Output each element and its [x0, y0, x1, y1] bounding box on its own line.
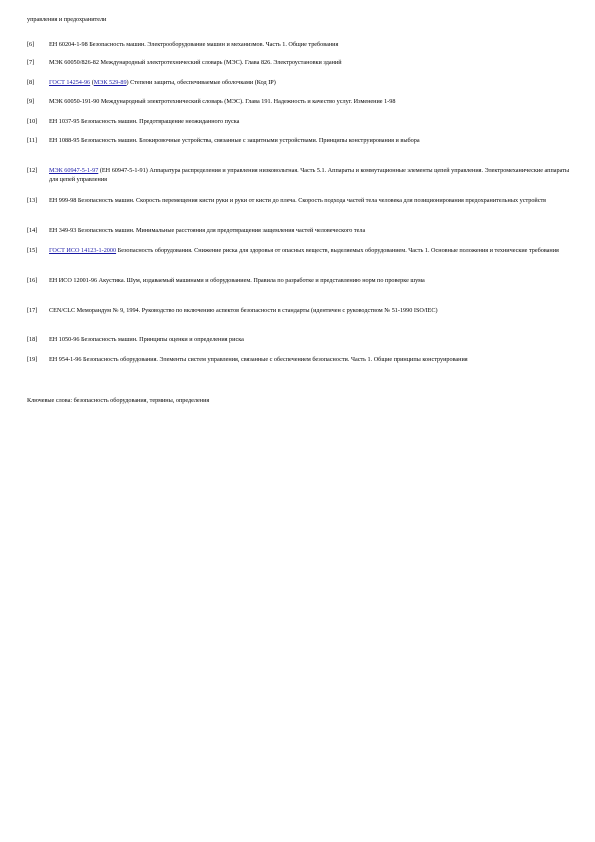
- gost-14254-link[interactable]: ГОСТ 14254-96: [49, 79, 91, 86]
- reference-text-part: Безопасность оборудования. Снижение риска для здоровья от опасных веществ, выделяемых оборудованием. Часть 1. Основные положения и технические требования: [116, 247, 559, 254]
- reference-number: [18]: [27, 336, 38, 343]
- reference-11: [27, 137, 572, 146]
- reference-text: ЕН 349-93 Безопасность машин. Минимальные расстояния для предотвращения защемления частей человеческого тела: [49, 227, 366, 234]
- reference-number: [7]: [27, 59, 35, 66]
- reference-18: [27, 336, 572, 345]
- reference-text-part: (: [90, 79, 94, 86]
- keywords-line: Ключевые слова: безопасность оборудования, термины, определения: [27, 397, 210, 404]
- reference-number: [13]: [27, 197, 38, 204]
- reference-12: [27, 167, 572, 184]
- reference-text: ЕН ИСО 12001-96 Акустика. Шум, издаваемый машинами и оборудованием. Правила по разработке и представлению норм по проверке шума: [49, 277, 425, 284]
- reference-number: [17]: [27, 307, 38, 314]
- reference-text: [49, 167, 572, 184]
- reference-9: [27, 98, 572, 107]
- reference-text-part: ) Степени защиты, обеспечиваемые оболочками (Код IP): [126, 79, 276, 86]
- reference-text: ЕН 954-1-96 Безопасность оборудования. Элементы систем управления, связанные с обеспечением безопасности. Часть 1. Общие принципы конструирования: [49, 356, 468, 363]
- reference-text: CEN/CLC Меморандум № 9, 1994. Руководство по включению аспектов безопасности в стандарты (идентичен с руководством № 51-1990 ISO/IEC): [49, 307, 438, 314]
- reference-number: [9]: [27, 98, 35, 105]
- reference-15: [27, 247, 572, 256]
- reference-8: [27, 79, 572, 88]
- reference-14: [27, 227, 572, 236]
- reference-text: ЕН 999-98 Безопасность машин. Скорость перемещения кисти руки и руки от кисти до плеча. Скорость подхода частей тела человека для позиционирования предохранительных устройств: [49, 197, 547, 204]
- reference-number: [19]: [27, 356, 38, 363]
- continuation-line: управления и предохранители: [27, 16, 107, 23]
- iec-60947-link[interactable]: МЭК 60947-5-1-97: [49, 167, 99, 174]
- reference-number: [14]: [27, 227, 38, 234]
- reference-17: [27, 307, 572, 316]
- reference-text: МЭК 60050-191-90 Международный электротехнический словарь (МЭС). Глава 191. Надежность и качество услуг. Изменение 1-98: [49, 98, 396, 105]
- reference-7: [27, 59, 572, 68]
- reference-19: [27, 356, 572, 365]
- reference-text: [49, 247, 572, 256]
- reference-text: [49, 79, 572, 88]
- reference-text: ЕН 1050-96 Безопасность машин. Принципы оценки и определения риска: [49, 336, 244, 343]
- gost-iso-14123-link[interactable]: ГОСТ ИСО 14123-1-2000: [49, 247, 117, 254]
- reference-number: [8]: [27, 79, 35, 86]
- reference-number: [12]: [27, 167, 38, 174]
- reference-text: ЕН 1037-95 Безопасность машин. Предотвращение неожиданного пуска: [49, 118, 240, 125]
- reference-number: [16]: [27, 277, 38, 284]
- reference-text: МЭК 60050/826-82 Международный электротехнический словарь (МЭС). Глава 826. Электроустановки зданий: [49, 59, 342, 66]
- reference-number: [15]: [27, 247, 38, 254]
- reference-10: [27, 118, 572, 127]
- reference-number: [6]: [27, 41, 35, 48]
- reference-text: ЕН 1088-95 Безопасность машин. Блокировочные устройства, связанные с защитными устройствами. Принципы конструирования и выбора: [49, 137, 420, 144]
- reference-6: [27, 41, 572, 50]
- reference-text-part: (ЕН 60947-5-1-91) Аппаратура распределения и управления низковольтная. Часть 5.1. Аппараты и коммутационные элементы цепей управления. Электромеханические аппараты для цепей управления: [49, 167, 570, 183]
- reference-13: [27, 197, 572, 206]
- reference-number: [10]: [27, 118, 38, 125]
- reference-number: [11]: [27, 137, 38, 144]
- iec-529-link[interactable]: МЭК 529-89: [93, 79, 127, 86]
- reference-text: ЕН 60204-1-98 Безопасность машин. Электрооборудование машин и механизмов. Часть 1. Общие требования: [49, 41, 339, 48]
- reference-16: [27, 277, 572, 286]
